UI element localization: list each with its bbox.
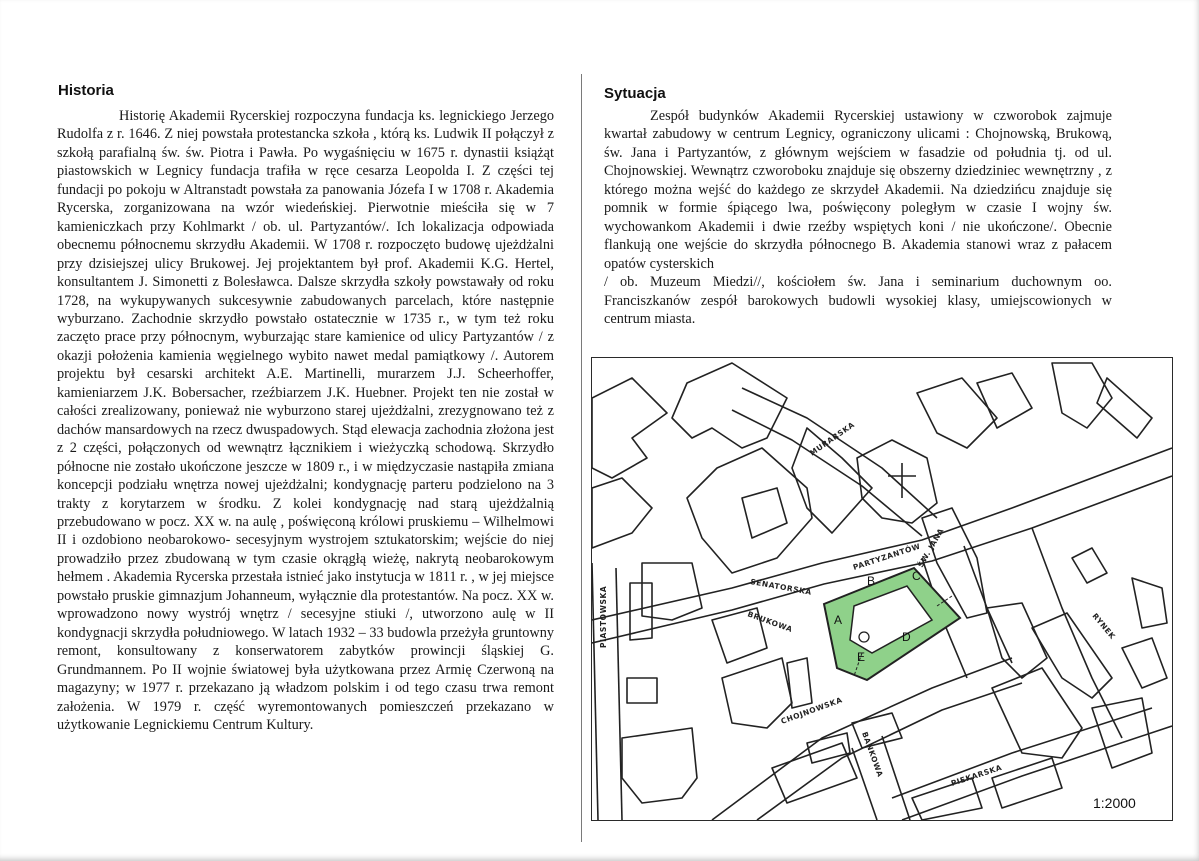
history-text: Historię Akademii Rycerskiej rozpoczyna fundacja ks. legnickiego Jerzego Rudolfa z r. 1646. Z niej powstała protestancka szkoła , którą ks. Ludwik II połączył z szkołą parafialną św. św. Piotra i Pawła. Po wygaśnięciu w 1675 r. dynastii książąt piastowskich w Legnicy fundacja trafiła w ręce cesarza Leopolda I. Z części tej fundacji po pokoju w Altranstadt powstała za panowania Józefa I w 1708 r. Akademia Rycerska, zorganizowana na wzór wiedeńskiej. Pierwotnie mieściła się w 7 kamieniczkach przy Kohlmarkt / ob. ul. Partyzantów/. Ich lokalizacja odpowiada obecnemu północnemu skrzydłu Akademii. W 1708 r. rozpoczęto budowę ujeżdżalni przy dzisiejszej ulicy Brukowej. Jej projektantem był prof. Akademii K.G. Hertel, konsultantem J. Simonetti z Bolesławca. Dalsze skrzydła szkoły powstawały od roku 1728, na wykupywanych sukcesywnie zabudowanych parcelach, które następnie wyburzano. Zachodnie skrzydło powstało ostatecznie w 1735 r., w tym też roku zaczęto prace przy północnym, wyburzając stare kamienice od ulicy Partyzantów / z okazji położenia kamienia węgielnego wybito nawet medal pamiątkowy /. Autorem projektu był cesarski architekt A.E. Martinelli, murarzem J.J. Scheerhoffer, kamieniarzem J.K. Bobersacher, rzeźbiarzem J.K. Huebner. Projekt ten nie został w całości zrealizowany, ponieważ nie wyburzono starej ujeżdżalni, zrezygnowano też z dachów mansardowych na rzecz dwuspadowych. Stąd elewacja zachodnia złożona jest z 2 części, połączonych od wewnątrz łącznikiem i wieżyczką schodową. Skrzydło północne nie zostało ukończone jeszcze w 1809 r., i w międzyczasie nastąpiła zmiana koncepcji podziału wnętrza nowej ujeżdżalni; kondygnację parteru podzielono na 3 trakty z korytarzem w środku. Z kolei kondygnację nad starą ujeżdżalnią przebudowano w pocz. XX w. na aulę , poświęconą królowi pruskiemu – Wilhelmowi II i ozdobiono neobarokowo- secesyjnym wystrojem sztukatorskim; wejście do niej prowadziło przez zbudowaną w tym czasie okrągłą wieżę, nakrytą neobarokowym hełmem . Akademia Rycerska przestała istnieć jako instytucja w 1811 r. , w jej miejsce powstało pruskie gimnazjum Johanneum, wyłącznie dla protestantów. Na pocz. XX w. wprowadzono nowy wystrój wnętrz / secesyjne stiuki /, utworzono aulę w II kondygnacji skrzydła południowego. W latach 1932 – 33 budowla przeżyła gruntowny remont, konsultowany z konserwatorem zabytków prowincji śląskiej G. Grundmannem. Po II wojnie światowej była użytkowana przez Armię Czerwoną na magazyny; w 1977 r. przekazano ją władzom polskim i od tego czasu trwa remont założenia. W 1979 r. część wyremontowanych pomieszczeń przekazano w użytkowanie Legnickiemu Centrum Kultury. xyxy=(57,108,555,733)
wing-label-e: E xyxy=(857,650,866,664)
building-block xyxy=(852,713,902,748)
situation-paragraph-1: Zespół budynków Akademii Rycerskiej ustawiony w czworobok zajmuje kwartał zabudowy w centrum Legnicy, ograniczony ulicami : Chojnowską, Brukową, św. Jana i Partyzantów, z głównym wejściem w fasadzie od południa tj. od ul. Chojnowskiej. Wewnątrz czworoboku znajduje się obszerny dziedziniec wewnętrzny , z którego można wejść do każdego ze skrzydeł Akademii. Na dziedzińcu znajduje się pomnik w formie śpiącego lwa, poświęcony poległym w czasie I wojny św. wychowankom Akademii i dwie rzeźby wspiętych koni / nie ukończone/. Obecnie flankują one wejście do skrzydła północnego B. Akademia stanowi wraz z pałacem opatów cysterskich xyxy=(604,108,1112,272)
street-label-chojnowska: CHOJNOWSKA xyxy=(779,695,844,726)
street-label-senatorska: SENATORSKA xyxy=(749,577,813,597)
building-block xyxy=(917,378,997,448)
building-block xyxy=(622,728,697,803)
situation-text xyxy=(604,107,1112,328)
street-label-partyzantow: PARTYZANTÓW xyxy=(851,541,922,572)
street-label-rynek: RYNEK xyxy=(1090,611,1118,642)
building-block xyxy=(772,743,857,803)
building-block xyxy=(787,658,812,708)
street-label-bankowa: BANKOWA xyxy=(860,730,885,779)
site-plan-drawing xyxy=(592,358,1172,820)
wing-label-c: C xyxy=(912,569,921,583)
building-block xyxy=(642,563,702,620)
street-label-piastowska: PIASTOWSKA xyxy=(599,585,608,648)
street-label-piekarska: PIEKARSKA xyxy=(949,762,1004,788)
building-block xyxy=(1052,363,1112,428)
column-divider xyxy=(581,74,582,842)
church-cross xyxy=(888,463,916,498)
street-murarska-edge xyxy=(742,388,937,518)
building-block xyxy=(672,363,787,448)
building-block xyxy=(627,678,657,703)
building-block xyxy=(742,488,787,538)
history-heading: Historia xyxy=(58,82,114,100)
academy-complex xyxy=(824,568,960,680)
wing-label-d: D xyxy=(902,630,911,644)
building-block xyxy=(1072,548,1107,583)
building-block xyxy=(912,778,982,820)
street-piastowska-edge xyxy=(616,568,622,820)
building-block xyxy=(977,373,1032,428)
building-block xyxy=(1122,638,1167,688)
street-label-brukowa: BRUKOWA xyxy=(746,609,794,635)
street-bankowa-edge xyxy=(882,736,910,820)
wing-label-b: B xyxy=(867,574,876,588)
academy-tower xyxy=(859,632,869,642)
street-sw-jana-edge xyxy=(964,546,1012,663)
street-murarska-edge xyxy=(732,410,922,536)
street-piastowska-edge xyxy=(592,563,598,820)
building-block xyxy=(592,378,667,478)
building-block xyxy=(987,603,1047,678)
wing-label-a: A xyxy=(834,613,843,627)
street-label-sw-jana: ŚW. JANA xyxy=(915,526,946,569)
map-scale: 1:2000 xyxy=(1093,795,1136,811)
situation-heading: Sytuacja xyxy=(604,85,666,103)
situation-paragraph-2: / ob. Muzeum Miedzi//, kościołem św. Jana i seminarium duchownym oo. Franciszkanów zespół barokowych budowli wysokiej klasy, umiejscowionych w centrum miasta. xyxy=(604,274,1112,327)
street-label-murarska: MURARSKA xyxy=(807,420,857,458)
site-plan-map xyxy=(591,357,1173,821)
building-block xyxy=(1092,698,1152,768)
building-block xyxy=(1132,578,1167,628)
building-block xyxy=(592,478,652,548)
